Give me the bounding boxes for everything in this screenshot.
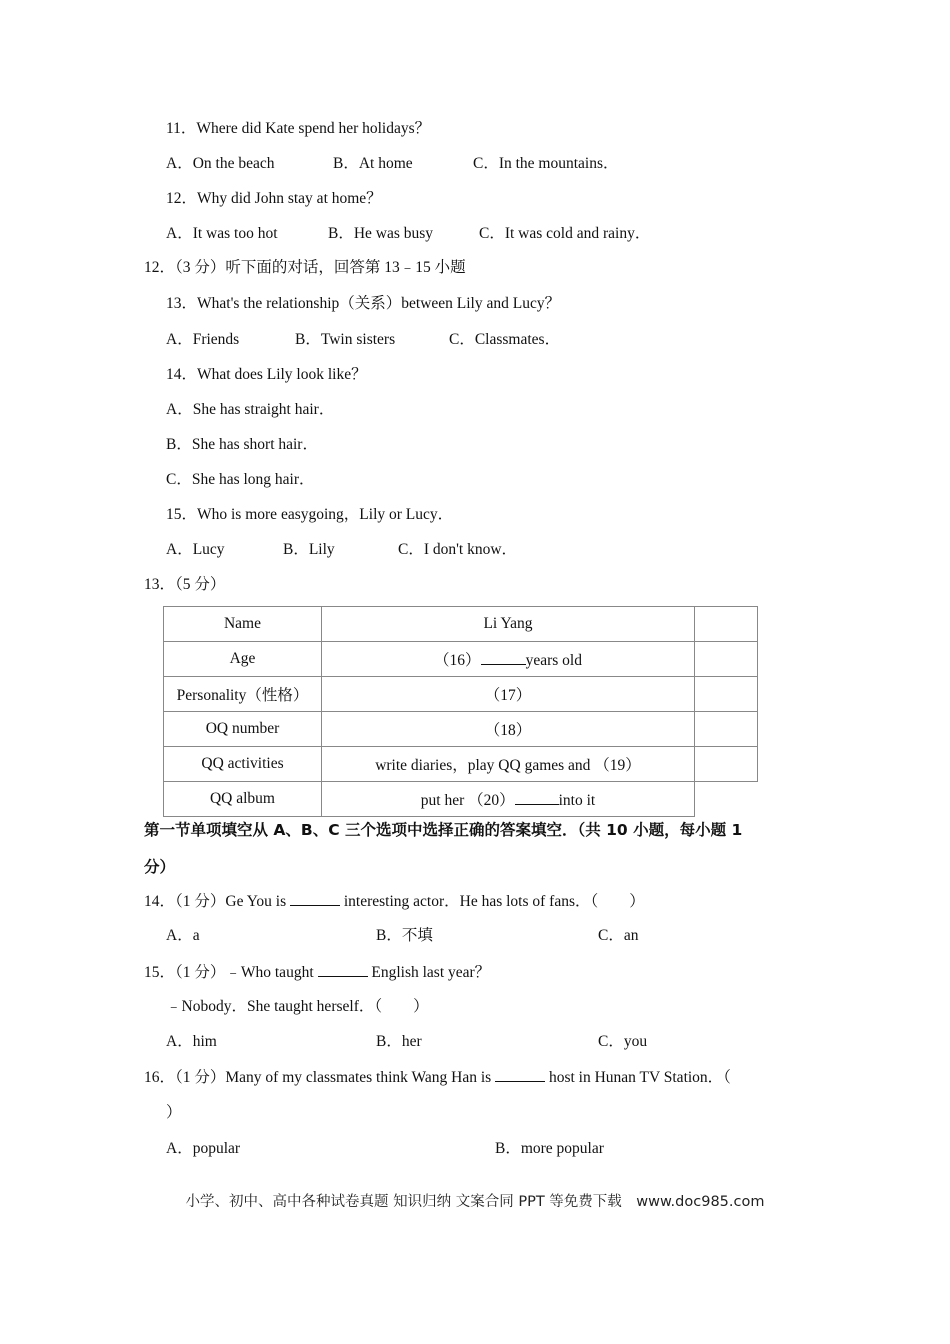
fill-blank (318, 962, 368, 977)
section-12-heading: 12．（3 分）听下面的对话，回答第 13﹣15 小题 (144, 259, 466, 276)
mc14-option-a: A．a (166, 927, 200, 944)
footer-text: 小学、初中、高中各种试卷真题 知识归纳 文案合同 PPT 等免费下载 www.doc985.com (185, 1194, 765, 1210)
table-row (164, 782, 758, 817)
mc14-option-c: C．an (598, 927, 639, 944)
question-14-sub: 14．What does Lily look like？ (166, 366, 367, 383)
q14-option-b: B．She has short hair． (166, 436, 318, 453)
question-15-sub: 15．Who is more easygoing，Lily or Lucy． (166, 506, 454, 523)
row-label: QQ album (164, 782, 322, 817)
mc14-option-b: B．不填 (376, 927, 433, 944)
mc16-option-b: B．more popular (495, 1140, 604, 1157)
table-row (164, 677, 758, 712)
table-row (164, 607, 758, 642)
q11-option-a: A．On the beach (166, 155, 275, 172)
mc16-option-a: A．popular (166, 1140, 241, 1157)
row-label: Name (164, 607, 322, 642)
mc15-option-c: C．you (598, 1033, 648, 1050)
question-13: 13．What's the relationship（关系）between Lily and Lucy？ (166, 295, 561, 312)
row-value: Li Yang (322, 607, 695, 642)
q15-option-c: C．I don't know． (398, 541, 518, 558)
question-11: 11．Where did Kate spend her holidays？ (166, 120, 431, 137)
q15-option-b: B．Lily (283, 541, 335, 558)
q14-option-a: A．She has straight hair． (166, 401, 335, 418)
row-label: Age (164, 642, 322, 677)
info-table (163, 606, 758, 817)
q12-option-b: B．He was busy (328, 225, 434, 242)
row-label: QQ activities (164, 747, 322, 782)
q14-option-c: C．She has long hair． (166, 471, 315, 488)
section-13-heading: 13．（5 分） (144, 576, 226, 593)
row-value: （18） (322, 712, 695, 747)
row-value: （16） years old (322, 642, 695, 677)
mc15-option-a: A．him (166, 1033, 217, 1050)
q15-option-a: A．Lucy (166, 541, 225, 558)
row-value: （17） (322, 677, 695, 712)
section-heading-line-2: 分） (144, 858, 176, 876)
table-row (164, 642, 758, 677)
row-value: put her （20） into it (322, 782, 695, 817)
empty-cell (695, 747, 758, 782)
mc16-line-2: ） (166, 1104, 182, 1121)
mc-question-14: 14．（1 分）Ge You is interesting actor．He has lots of fans．（ ） (144, 893, 645, 910)
empty-cell (695, 712, 758, 747)
row-value: write diaries，play QQ games and （19） (322, 747, 695, 782)
fill-blank (515, 790, 559, 805)
question-12-sub: 12．Why did John stay at home？ (166, 190, 382, 207)
q13-option-c: C．Classmates． (449, 331, 561, 348)
q13-option-a: A．Friends (166, 331, 240, 348)
fill-blank (290, 891, 340, 906)
fill-blank (481, 650, 526, 665)
empty-cell (695, 642, 758, 677)
q11-option-b: B．At home (333, 155, 413, 172)
table-row (164, 747, 758, 782)
section-heading-line-1: 第一节单项填空从 A、B、C 三个选项中选择正确的答案填空．（共 10 小题，每小题 1 (144, 821, 743, 839)
empty-cell (695, 782, 758, 817)
mc15-option-b: B．her (376, 1033, 422, 1050)
row-label: OQ number (164, 712, 322, 747)
q12-option-c: C．It was cold and rainy． (479, 225, 651, 242)
mc-question-15: 15．（1 分）﹣Who taught English last year？ (144, 964, 491, 981)
row-label: Personality（性格） (164, 677, 322, 712)
q11-option-c: C．In the mountains． (473, 155, 619, 172)
empty-cell (695, 677, 758, 712)
mc15-line-2: ﹣Nobody．She taught herself．（ ） (166, 998, 429, 1015)
q13-option-b: B．Twin sisters (295, 331, 396, 348)
q12-option-a: A．It was too hot (166, 225, 278, 242)
empty-cell (695, 607, 758, 642)
mc-question-16: 16．（1 分）Many of my classmates think Wang Han is host in Hunan TV Station．（ (144, 1069, 731, 1086)
fill-blank (495, 1067, 545, 1082)
table-row (164, 712, 758, 747)
